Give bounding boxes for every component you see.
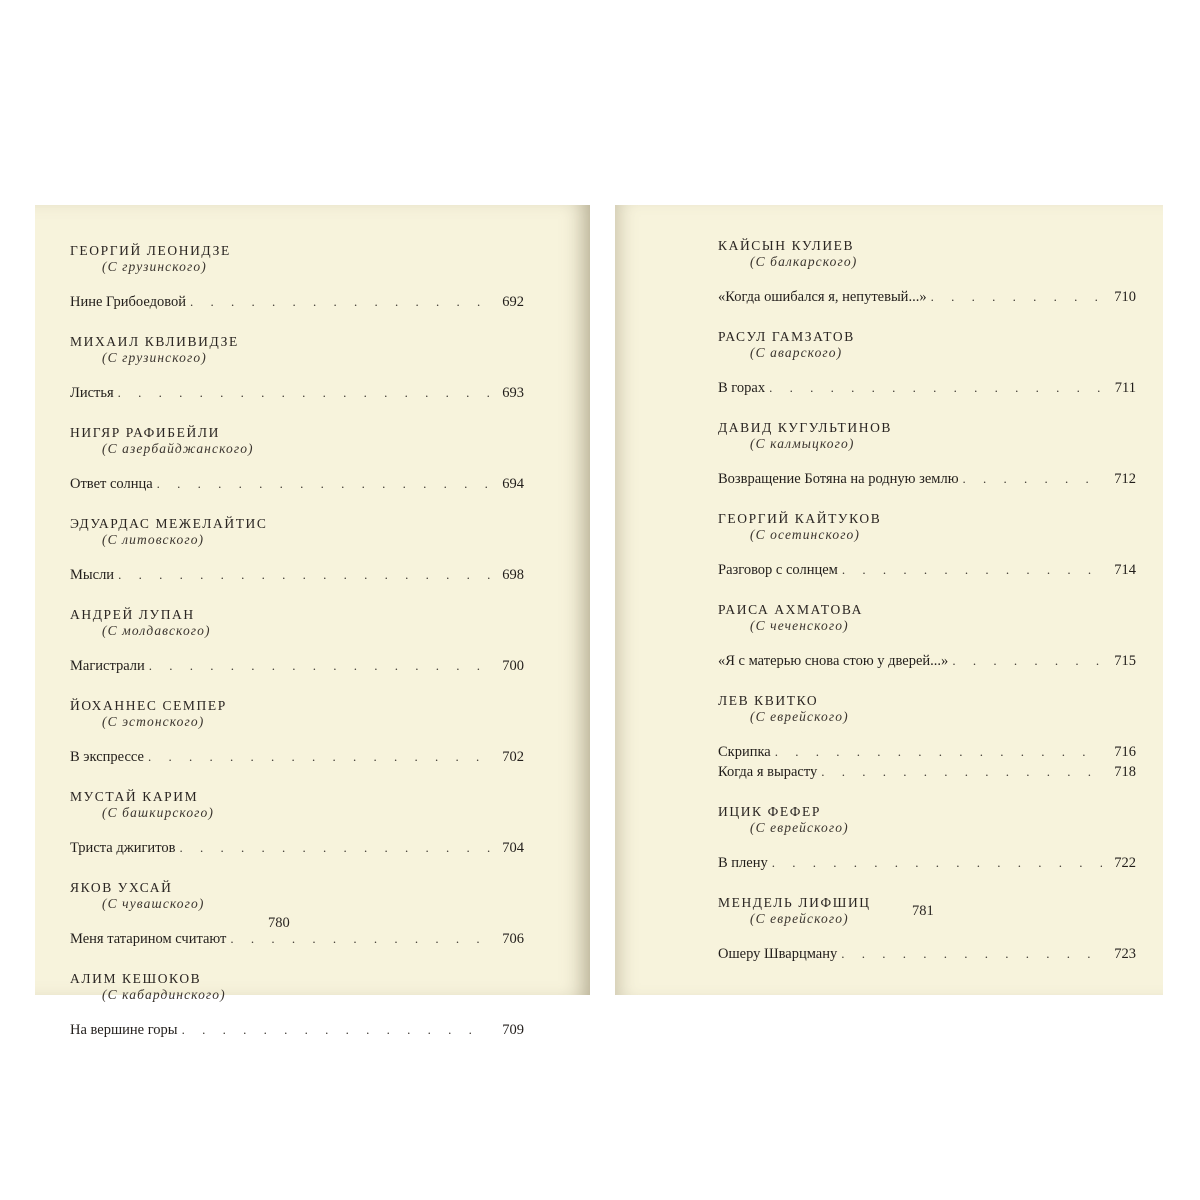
dot-leader (931, 287, 1102, 306)
translation-note: (С балкарского) (750, 254, 858, 269)
toc-entry (718, 651, 1136, 671)
toc-entry (718, 378, 1136, 398)
entry-list (70, 747, 524, 767)
translation-note: (С башкирского) (102, 805, 214, 820)
translation-note: (С еврейского) (750, 911, 849, 926)
entry-title: В горах (718, 380, 766, 396)
dot-leader (179, 838, 490, 857)
entry-list (718, 742, 1136, 782)
translation-note: (С литовского) (102, 532, 205, 547)
entry-list (718, 378, 1136, 398)
entry-title: Нине Грибоедовой (70, 294, 186, 310)
dot-leader (148, 747, 490, 766)
entry-list (718, 853, 1136, 873)
entry-title: Возвращение Ботяна на родную землю (718, 471, 959, 487)
toc-section (70, 698, 524, 767)
toc-entry (70, 838, 524, 858)
translation-note: (С чувашского) (102, 896, 205, 911)
dot-leader (772, 853, 1102, 872)
author-name: МИХАИЛ КВЛИВИДЗЕ (70, 334, 239, 349)
author-block (70, 789, 524, 820)
dot-leader (821, 762, 1102, 781)
entry-list (718, 287, 1136, 307)
entry-title: Ошеру Шварцману (718, 946, 838, 962)
entry-list (718, 560, 1136, 580)
toc-section (70, 243, 524, 312)
toc-entry (718, 469, 1136, 489)
toc-section (70, 334, 524, 403)
toc-section (718, 420, 1136, 489)
right-page (615, 205, 1163, 995)
translation-note: (С еврейского) (750, 820, 849, 835)
entry-title: Когда я вырасту (718, 764, 818, 780)
translation-note: (С чеченского) (750, 618, 849, 633)
dot-leader (118, 383, 490, 402)
entry-title: Разговор с солнцем (718, 562, 838, 578)
entry-page-number: 714 (1114, 562, 1136, 578)
toc-section (718, 804, 1136, 873)
translation-note: (С кабардинского) (102, 987, 226, 1002)
toc-entry (70, 565, 524, 585)
author-name: МУСТАЙ КАРИМ (70, 789, 199, 804)
dot-leader (963, 469, 1102, 488)
toc-entry (718, 560, 1136, 580)
toc-entry (70, 747, 524, 767)
entry-title: Меня татарином считают (70, 931, 227, 947)
translation-note: (С осетинского) (750, 527, 861, 542)
author-block (70, 516, 524, 547)
entry-list (70, 1020, 524, 1040)
left-page (35, 205, 590, 1038)
dot-leader (157, 474, 490, 493)
entry-title: «Я с матерью снова стою у дверей...» (718, 653, 949, 669)
toc-section (718, 238, 1136, 307)
toc-section (718, 329, 1136, 398)
entry-list (718, 944, 1136, 964)
entry-page-number: 723 (1114, 946, 1136, 962)
toc-entry (718, 762, 1136, 782)
toc-entry (70, 929, 524, 949)
author-name: НИГЯР РАФИБЕЙЛИ (70, 425, 220, 440)
toc-section (718, 511, 1136, 580)
toc-section (70, 971, 524, 1040)
dot-leader (190, 292, 490, 311)
toc-entry (718, 742, 1136, 762)
entry-page-number: 718 (1114, 764, 1136, 780)
author-name: ЙОХАННЕС СЕМПЕР (70, 698, 227, 713)
toc-entry (718, 944, 1136, 964)
dot-leader (842, 560, 1102, 579)
entry-title: В экспрессе (70, 749, 144, 765)
author-name: РАСУЛ ГАМЗАТОВ (718, 329, 855, 344)
translation-note: (С эстонского) (102, 714, 205, 729)
author-block (70, 243, 524, 274)
entry-list (70, 838, 524, 858)
dot-leader (769, 378, 1102, 397)
toc-section (70, 789, 524, 858)
toc-section (70, 880, 524, 949)
entry-title: В плену (718, 855, 768, 871)
author-block (70, 334, 524, 365)
toc-section (70, 607, 524, 676)
author-name: ДАВИД КУГУЛЬТИНОВ (718, 420, 893, 435)
author-block (70, 698, 524, 729)
dot-leader (149, 656, 490, 675)
entry-title: Листья (70, 385, 114, 401)
author-block (718, 238, 1136, 269)
author-block (70, 607, 524, 638)
author-name: КАЙСЫН КУЛИЕВ (718, 238, 855, 253)
author-name: ИЦИК ФЕФЕР (718, 804, 821, 819)
entry-page-number: 709 (502, 1022, 524, 1038)
entry-title: Скрипка (718, 744, 771, 760)
toc-entry (70, 292, 524, 312)
translation-note: (С еврейского) (750, 709, 849, 724)
dot-leader (775, 742, 1102, 761)
translation-note: (С азербайджанского) (102, 441, 254, 456)
entry-page-number: 702 (502, 749, 524, 765)
entry-list (70, 292, 524, 312)
entry-page-number: 712 (1114, 471, 1136, 487)
table-of-contents-left (70, 243, 524, 1062)
author-block (70, 425, 524, 456)
author-block (70, 880, 524, 911)
entry-page-number: 700 (502, 658, 524, 674)
entry-page-number: 716 (1114, 744, 1136, 760)
author-name: РАИСА АХМАТОВА (718, 602, 863, 617)
entry-title: «Когда ошибался я, непутевый...» (718, 289, 927, 305)
author-block (718, 804, 1136, 835)
toc-section (718, 602, 1136, 671)
author-block (718, 329, 1136, 360)
entry-title: Триста джигитов (70, 840, 176, 856)
author-block (718, 420, 1136, 451)
toc-entry (70, 1020, 524, 1040)
author-name: ЭДУАРДАС МЕЖЕЛАЙТИС (70, 516, 268, 531)
translation-note: (С молдавского) (102, 623, 211, 638)
entry-title: Магистрали (70, 658, 145, 674)
entry-page-number: 715 (1114, 653, 1136, 669)
author-name: ГЕОРГИЙ ЛЕОНИДЗЕ (70, 243, 231, 258)
author-name: МЕНДЕЛЬ ЛИФШИЦ (718, 895, 871, 910)
author-name: ЯКОВ УХСАЙ (70, 880, 173, 895)
entry-title: На вершине горы (70, 1022, 178, 1038)
author-block (718, 693, 1136, 724)
dot-leader (118, 565, 490, 584)
toc-entry (718, 287, 1136, 307)
entry-page-number: 710 (1114, 289, 1136, 305)
toc-entry (70, 474, 524, 494)
entry-list (70, 565, 524, 585)
translation-note: (С грузинского) (102, 259, 207, 274)
toc-entry (70, 383, 524, 403)
author-block (70, 971, 524, 1002)
entry-title: Мысли (70, 567, 115, 583)
author-name: АНДРЕЙ ЛУПАН (70, 607, 195, 622)
entry-list (70, 929, 524, 949)
dot-leader (182, 1020, 490, 1039)
dot-leader (952, 651, 1102, 670)
page-number: 781 (912, 903, 934, 919)
page-number: 780 (268, 915, 290, 931)
entry-page-number: 693 (502, 385, 524, 401)
translation-note: (С калмыцкого) (750, 436, 855, 451)
toc-entry (718, 853, 1136, 873)
entry-list (718, 469, 1136, 489)
author-name: ЛЕВ КВИТКО (718, 693, 819, 708)
entry-page-number: 704 (502, 840, 524, 856)
toc-entry (70, 656, 524, 676)
toc-section (70, 425, 524, 494)
author-block (718, 511, 1136, 542)
entry-page-number: 706 (502, 931, 524, 947)
toc-section (70, 516, 524, 585)
entry-page-number: 698 (502, 567, 524, 583)
entry-page-number: 692 (502, 294, 524, 310)
author-name: ГЕОРГИЙ КАЙТУКОВ (718, 511, 882, 526)
entry-page-number: 694 (502, 476, 524, 492)
author-name: АЛИМ КЕШОКОВ (70, 971, 202, 986)
entry-page-number: 711 (1114, 380, 1136, 396)
table-of-contents-right (718, 238, 1136, 986)
entry-list (70, 656, 524, 676)
entry-list (70, 383, 524, 403)
entry-list (70, 474, 524, 494)
author-block (718, 602, 1136, 633)
entry-page-number: 722 (1114, 855, 1136, 871)
translation-note: (С аварского) (750, 345, 843, 360)
toc-section (718, 693, 1136, 782)
dot-leader (841, 944, 1102, 963)
entry-title: Ответ солнца (70, 476, 153, 492)
translation-note: (С грузинского) (102, 350, 207, 365)
entry-list (718, 651, 1136, 671)
